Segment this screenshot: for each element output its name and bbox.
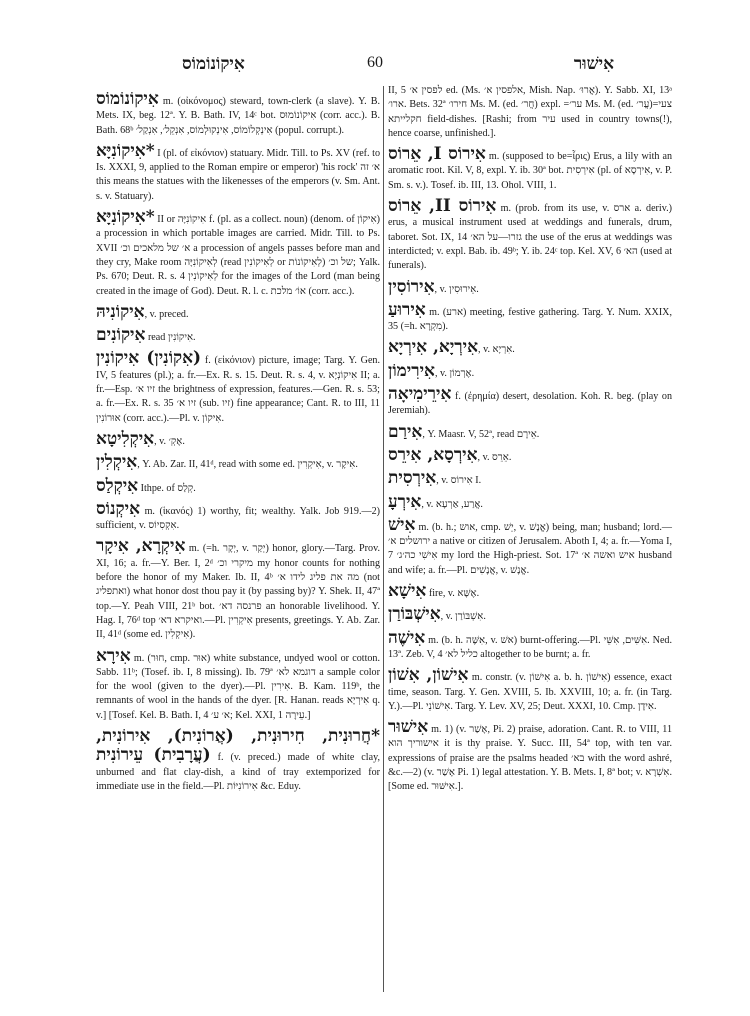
entry-definition: II, 5 לפסין א׳ ed. (Ms. אלפסין א׳, Mish. Nap. אֲרוּ׳). Y. Sabb. XI, 13ᵃ ארו׳. Bets. 32ª חירו׳ Ms. M. (ed. חֲר׳) expl. =ער׳ Ms. M. (ed. עֲר׳)=צעי חקלייתא field-dishes. [Rashi; from עיר used in country towns(!), hence coarse, unfinished.]. <box>388 85 673 139</box>
entry-headword: אִיקְלִיטָא <box>96 428 155 449</box>
entry-headword: אִישׁוֹן, אִשׁוֹן <box>388 665 469 686</box>
dictionary-entry <box>388 84 672 141</box>
entry-definition: f. (ἐρημία) desert, desolation. Koh. R. beg. (play on Jeremiah). <box>388 391 672 417</box>
entry-definition: m. (ארע) meeting, festive gathering. Targ. Y. Num. XXIX, 35 (=h. מִקְרָא). <box>388 306 672 333</box>
entry-headword: אִירְעָ <box>388 491 422 512</box>
entry-definition: , v. אֶקְ׳. <box>154 435 185 447</box>
entry-definition: m. (b. h.; אוש, cmp. יֵשׁ, v. אֱנָשׁ) being, man; husband; lord.—ירושלים א׳ a native or citizen of Jerusalem. Aboth I, 4; a. fr.—Yoma I, 7 אִישִׁי כה׳ג׳ my lord the High-priest. Sot. 17ª איש ואשה א׳ husband and wife; a. fr.—Pl. אֲנָשִׁים, v. אֱנָשׁ. <box>388 521 672 576</box>
entry-headword: אִיקְלִין <box>96 452 138 473</box>
entry-headword: אִיקוֹנוֹמוֹס <box>96 89 159 109</box>
dictionary-entry <box>388 582 672 601</box>
entry-definition: m. (supposed to be=ἶρις) Erus, a lily with an aromatic root. Kil. V, 8, expl. Y. ib. 30ª bot. אִירְסִית (pl. of אִירְסָא, v. P. Sm. s. v.). Tosef. ib. III, 13. Ohol. VIII, 1. <box>388 151 673 191</box>
entry-definition: m. (ἱκανός) 1) worthy, fit; wealthy. Yalk. Job 919.—2) sufficient, v. אִקְסִיוֹס. <box>96 505 380 532</box>
entry-definition: , v. אֵירוּסִין. <box>434 283 479 295</box>
dictionary-entry <box>96 647 380 723</box>
right-column <box>388 84 672 799</box>
dictionary-entry <box>388 718 672 794</box>
entry-headword: אִישׁ <box>388 514 416 535</box>
dictionary-entry <box>388 493 672 512</box>
entry-headword: אִירַם <box>388 421 423 442</box>
entry-headword: אִירוֹסִין <box>388 276 435 297</box>
dictionary-entry <box>96 537 380 642</box>
entry-headword: *חֲרוּנִית, חִירוּנִית, (אֲרוֹנִית), אִירוֹנִית, (עֲרָבִית) עֵירוֹנִית <box>96 725 380 766</box>
entry-definition: m. constr. (v. אִישׁוֹן a. b. h. אִישׁוֹן) essence, exact time, season. Targ. Y. Gen. XVIII, 5. Ib. XXVIII, 10; a. fr. (in Targ. Y.).—Pl. אִישׁוֹנֵי. Targ. Y. Lev. XV, 25; Deut. XXXI, 10. Cmp. אִידָן. <box>388 672 672 712</box>
entry-definition: , v. preced. <box>144 308 189 320</box>
entry-headword: (אִקוֹנִין) אִיקוֹנִין <box>96 348 202 369</box>
dictionary-entry <box>388 629 672 663</box>
entry-headword: אִיקְלַס <box>96 475 139 496</box>
page-number: 60 <box>367 54 383 71</box>
entry-definition: , v. אֲרַע, אַרְעָא. <box>421 498 483 510</box>
entry-headword: אִירוֹס II, אֵרוֹס <box>388 196 497 217</box>
column-divider <box>383 86 384 992</box>
dictionary-entry <box>388 446 672 465</box>
page-header <box>96 50 654 76</box>
entry-headword: אִישְׁבּוֹרַן <box>388 604 441 625</box>
dictionary-entry <box>388 145 672 193</box>
dictionary-entry <box>96 500 380 534</box>
dictionary-entry <box>96 208 380 299</box>
dictionary-entry <box>388 278 672 297</box>
entry-headword: אִישׁוּר <box>388 717 429 738</box>
entry-definition: f. (εἰκόνιον) picture, image; Targ. Y. Gen. IV, 5 features (pl.); a. fr.—Ex. R. s. 15. Deut. R. s. 4, v. אִיקוֹנְיָא II; a. fr.—Esp. זיו א׳ the brightness of expression, features.—Gen. R. s. 53; a. fr.—Ex. R. s. 35 זיו א׳ (sub. זיו) fine appearance; Cant. R. to III, 11 אוּרוֹנִין (corr. acc.).—Pl. v. אִיקוֹן. <box>96 355 380 424</box>
entry-definition: f. (v. preced.) made of white clay, unburned and flat clay-dish, a kind of tray extemporized for immediate use in the field.—Pl. אִירוֹנִיּוֹת &c. Eduy. <box>96 752 380 792</box>
dictionary-entry <box>388 516 672 578</box>
entry-headword: אִיקְרָא, אִיקָר <box>96 536 186 557</box>
entry-headword: אִישֶׁה <box>388 627 426 648</box>
running-head-left: אִיקוֹנוֹמוֹס <box>182 54 245 73</box>
dictionary-entry <box>388 385 672 419</box>
entry-headword: *אִיקוֹנִיָּא <box>96 207 155 228</box>
left-column <box>96 90 380 798</box>
dictionary-entry <box>96 326 380 345</box>
entry-headword: אִירֵימִיאָה <box>388 384 452 405</box>
entry-headword: אִירְיָא, אִירְיָא <box>388 337 479 358</box>
entry-definition: , v. אֵרֵס. <box>477 451 512 463</box>
entry-definition: Ithpe. of קְלַס. <box>138 482 196 494</box>
dictionary-entry <box>96 477 380 496</box>
running-head-right: אִישׁוּר <box>573 54 614 73</box>
entry-headword: אִירְסָא, אִירֵס <box>388 444 478 465</box>
entry-definition: , v. אֶרְמוֹן. <box>434 367 475 379</box>
entry-definition: fire, v. אֶשָּׁא. <box>426 588 480 600</box>
dictionary-entry <box>388 469 672 488</box>
dictionary-entry <box>96 349 380 425</box>
dictionary-entry <box>388 362 672 381</box>
dictionary-entry <box>96 430 380 449</box>
entry-headword: אִירָא <box>96 645 131 666</box>
dictionary-entry <box>388 605 672 624</box>
entry-headword: *אִיקוֹנִיָּא <box>96 140 155 161</box>
entry-definition: m. (=h. יְקָר, v. יְקַר) honor, glory.—Targ. Prov. XI, 16; a. fr.—Y. Ber. I, 2ᵈ מיקרי וכ׳ my honor counts for nothing before the honor of my Maker. Ib. II, 4ᵇ מה את פליג לידו א׳ (not ואתפליג) what honor dost thou pay it (by passing by)? Y. Shek. II, 47ª top.—Y. Peah VIII, 21ᵇ bot. פרנסה דא׳ an honorable livelihood. Y. Hag. I, 76ᵈ top ואיקרא דא׳.—Pl. אִיקְרִין presents, greetings. Y. Ab. Zar. II, 41ᵈ (some ed. אִיקְלִין). <box>96 543 381 641</box>
entry-headword: אִיקְנוֹס <box>96 498 141 519</box>
dictionary-entry <box>96 727 380 794</box>
dictionary-entry <box>96 142 380 204</box>
dictionary-entry <box>388 338 672 357</box>
dictionary-entry <box>388 423 672 442</box>
dictionary-entry <box>96 453 380 472</box>
dictionary-entry <box>96 303 380 322</box>
entry-definition: , v. אִירוֹס I. <box>436 475 482 487</box>
entry-definition: , Y. Maasr. V, 52ª, read אֵירָם. <box>422 428 540 440</box>
entry-definition: m. 1) (v. אָשַׁר, Pi. 2) praise, adoration. Cant. R. to VIII, 11 אישוריך הוא it is thy praise. Y. Succ. III, 54ª top, with ten var. expressions of praise are the psalms headed בא׳ with the word ashré, &c.—2) (v. אָשַׁר Pi. 1) legal attestation. Y. B. Mets. I, 8ª bot; v. אִשְׁרָא. [Some ed. אִישּׁוּר.]. <box>388 724 673 793</box>
dictionary-entry <box>96 90 380 138</box>
entry-definition: m. (חוּר, cmp. אוּר) white substance, undyed wool or cotton. Sabb. 11ᵇ; (Tosef. ib. I, 8 missing). Ib. 79ª דוגמא לא׳ a sample color for the wool (given to the dyer).—Pl. אִירִין. B. Kam. 119ᵇ, the remnants of wool in the hands of the dyer. [R. Hanan. reads אִירְיָא q. v.] [Tosef. Kel. B. Bath. I, 4 א׳ ע׳; Kel. XXI, 1 עֵירָה.] <box>96 652 381 721</box>
entry-definition: m. (οἰκόνομος) steward, town-clerk (a slave). Y. B. Mets. IX, beg. 12ª. Y. B. Bath. IV, 14ᶜ bot. אִיקוֹנוֹמוּס (corr. acc.). B. Bath. 68ᵇ אִינְקְלוֹמוֹס, אִינְקוּלְמוֹס, אִנְקֵל׳, אִנְקַל׳ (popul. corrupt.). <box>96 96 380 136</box>
entry-headword: אִיקוֹנִיהּ <box>96 301 145 322</box>
entry-definition: II or אִיקוֹנִיָּה f. (pl. as a collect. noun) (denom. of אִיקוֹן) a procession in which portable images are carried. Midr. Till. to Ps. XVII א׳ של מלאכים וכ׳ a procession of angels passes before man and they cry, Make room לְאִיקוֹנִיָּה (read לְאִיקוֹנִין or לְאִיקוֹנוֹת) של וכ׳; Yalk. Ps. 670; Deut. R. s. 4 לְאִיקוֹנִין for the images of the Lord (man being created in the image of God). Deut. R. l. c. אוֹ׳ מלכת (corr. acc.). <box>96 214 380 297</box>
entry-headword: אִירְסִית <box>388 468 437 489</box>
entry-headword: אִירוֹס I, אֵרוֹס <box>388 144 486 165</box>
entry-headword: אִיקוֹנִים <box>96 325 146 346</box>
entry-headword: אִישָׁא <box>388 581 427 602</box>
entry-definition: I (pl. of εἰκόνιον) statuary. Midr. Till. to Ps. XV (ref. to Is. XXXI, 9, applied to the Roman empire or emperor) 'his rock' א׳ זה this means the statues with the likenesses of the emperors (v. Sm. Ant. s. v. Statuary). <box>96 147 380 202</box>
dictionary-entry <box>388 666 672 714</box>
entry-definition: , v. אִרְיָא. <box>478 344 515 356</box>
entry-definition: , v. אִשְׁבּוֹרַן. <box>440 611 486 623</box>
dictionary-entry <box>388 197 672 273</box>
entry-definition: , Y. Ab. Zar. II, 41ᵈ, read with some ed. אִיקְרִין, v. אִיקָר. <box>137 459 358 471</box>
entry-definition: read אִיקוֹנִין. <box>145 332 196 344</box>
entry-definition: m. (prob. from its use, v. ארס a. deriv.) erus, a musical instrument used at weddings and funerals, drum, taboret. Sot. IX, 14 גזרו—על הא׳ the use of the erus at weddings was interdicted; v. expl. Bab. ib. 49ᵇ; Y. ib. 24ᶜ top. Kel. XV, 6 הא׳ (used at funerals). <box>388 203 673 272</box>
dictionary-entry <box>388 301 672 335</box>
entry-headword: אִירִימוֹן <box>388 360 435 381</box>
entry-definition: m. (b. h. אִשֶּׁה, v. אשׁ) burnt-offering.—Pl. אִשִּׁים, אִשֵּׁי. Ned. 13ª. Zeb. V, 4 כליל לא׳ altogether to be burnt; a. fr. <box>388 634 672 660</box>
entry-headword: אִירוּעַ <box>388 299 426 320</box>
